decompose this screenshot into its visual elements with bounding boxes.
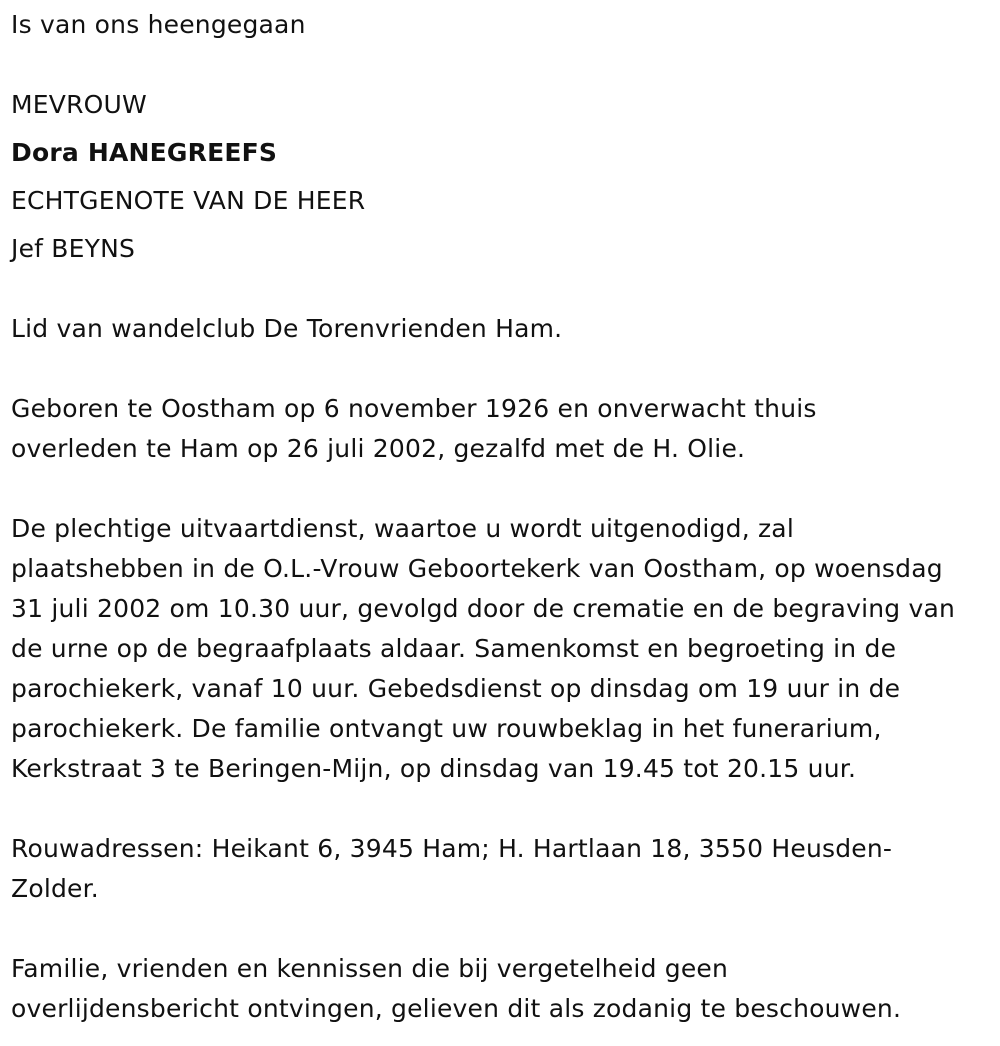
intro-text: Is van ons heengegaan (11, 10, 306, 39)
service-line-6: parochiekerk. De familie ontvangt uw rouwbeklag in het funerarium, (11, 714, 882, 743)
service-line-7: Kerkstraat 3 te Beringen-Mijn, op dinsdag van 19.45 tot 20.15 uur. (11, 754, 857, 783)
deceased-name: Dora HANEGREEFS (11, 138, 278, 167)
addresses-line-1: Rouwadressen: Heikant 6, 3945 Ham; H. Hartlaan 18, 3550 Heusden- (11, 834, 893, 863)
birth-death-line-1: Geboren te Oostham op 6 november 1926 en onverwacht thuis (11, 394, 817, 423)
closing-line-2: overlijdensbericht ontvingen, gelieven dit als zodanig te beschouwen. (11, 994, 902, 1023)
service-line-4: de urne op de begraafplaats aldaar. Samenkomst en begroeting in de (11, 634, 897, 663)
spouse-name: Jef BEYNS (11, 234, 136, 263)
service-line-1: De plechtige uitvaartdienst, waartoe u wordt uitgenodigd, zal (11, 514, 794, 543)
relation-text: ECHTGENOTE VAN DE HEER (11, 186, 366, 215)
addresses-line-2: Zolder. (11, 874, 99, 903)
service-line-5: parochiekerk, vanaf 10 uur. Gebedsdienst op dinsdag om 19 uur in de (11, 674, 901, 703)
closing-line-1: Familie, vrienden en kennissen die bij vergetelheid geen (11, 954, 729, 983)
service-line-2: plaatshebben in de O.L.-Vrouw Geboortekerk van Oostham, op woensdag (11, 554, 943, 583)
service-line-3: 31 juli 2002 om 10.30 uur, gevolgd door de crematie en de begraving van (11, 594, 956, 623)
birth-death-line-2: overleden te Ham op 26 juli 2002, gezalfd met de H. Olie. (11, 434, 746, 463)
membership-text: Lid van wandelclub De Torenvrienden Ham. (11, 314, 563, 343)
honorific: MEVROUW (11, 90, 147, 119)
